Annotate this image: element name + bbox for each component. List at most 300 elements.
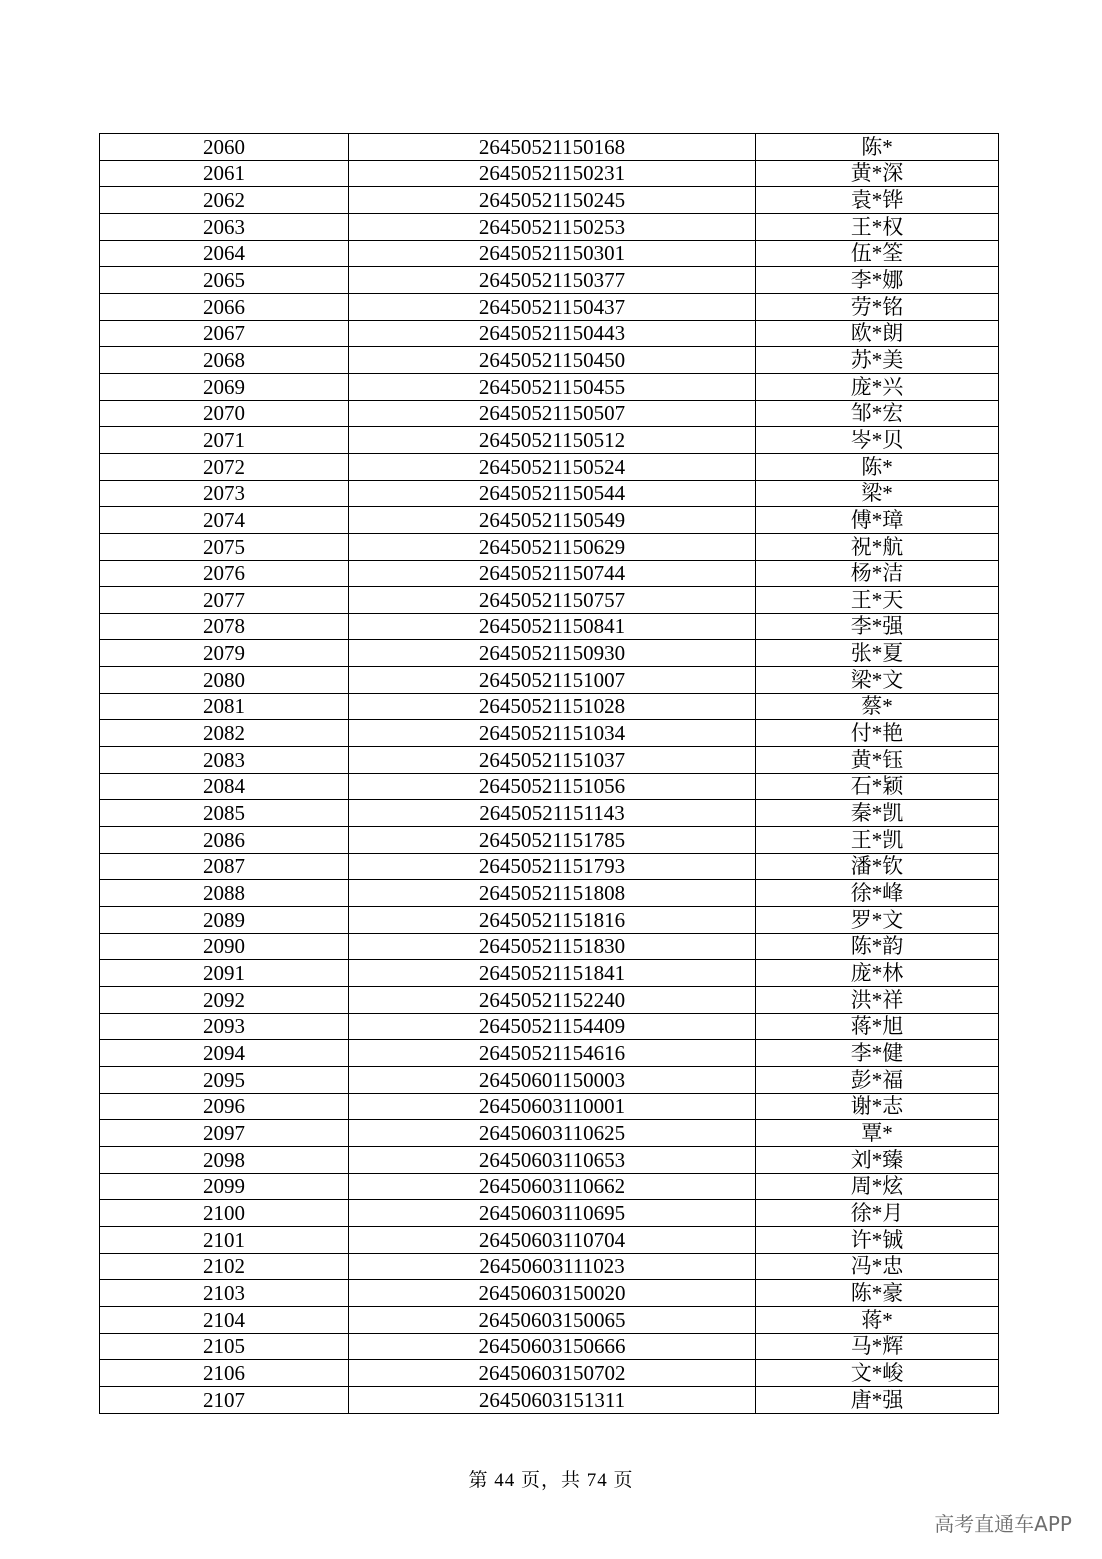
table-row [100,1120,999,1147]
row-number-cell [100,853,349,880]
name-cell [756,1040,999,1067]
exam-id-text: 26450521150744 [478,561,626,586]
table-row [100,453,999,480]
exam-id-text: 26450603111023 [479,1254,625,1279]
row-number-cell [100,1146,349,1173]
row-number-text: 2099 [203,1174,245,1199]
exam-id-text: 26450521150450 [478,347,626,372]
row-number-cell [100,720,349,747]
name-cell [756,773,999,800]
row-number-cell [100,320,349,347]
row-number-text: 2091 [203,961,245,985]
name-text: 王*天 [850,587,904,612]
row-number-text: 2095 [203,1067,245,1092]
row-number-text: 2072 [203,454,245,479]
exam-id-text: 26450603150702 [478,1360,626,1385]
table-row [100,960,999,987]
table-row [100,533,999,560]
table-row [100,507,999,534]
name-text: 付*艳 [850,721,904,746]
name-text: 许*铖 [850,1227,904,1252]
exam-id-cell [349,853,756,880]
exam-id-cell [349,373,756,400]
exam-id-cell [349,587,756,614]
exam-id-text: 26450603150666 [478,1334,626,1359]
exam-id-text: 26450603110695 [478,1200,626,1225]
exam-id-cell [349,1360,756,1387]
exam-id-text: 26450521150524 [478,454,626,479]
table-row [100,667,999,694]
name-cell [756,1280,999,1307]
name-text: 陈*豪 [850,1280,904,1305]
name-cell [756,267,999,294]
table-row [100,1173,999,1200]
name-cell [756,1200,999,1227]
row-number-text: 2105 [203,1334,245,1359]
row-number-cell [100,1226,349,1253]
row-number-cell [100,1093,349,1120]
row-number-cell [100,960,349,987]
row-number-cell [100,507,349,534]
table-row [100,240,999,267]
row-number-text: 2090 [203,934,245,959]
name-cell [756,293,999,320]
exam-id-text: 26450603110001 [478,1094,626,1119]
row-number-cell [100,427,349,454]
table-row [100,560,999,587]
name-text: 冯*忠 [850,1254,904,1279]
exam-id-cell [349,693,756,720]
row-number-text: 2070 [203,401,245,426]
name-cell [756,880,999,907]
name-text: 梁* [861,481,893,506]
table-row [100,320,999,347]
row-number-text: 2086 [203,827,245,852]
name-text: 陈*韵 [850,934,904,959]
exam-id-cell [349,827,756,854]
name-cell [756,533,999,560]
table-row [100,427,999,454]
name-cell [756,160,999,187]
name-cell [756,693,999,720]
exam-id-cell [349,134,756,161]
exam-id-text: 26450603150065 [478,1307,626,1332]
exam-id-text: 26450521151007 [478,667,626,692]
row-number-cell [100,1040,349,1067]
row-number-cell [100,987,349,1014]
row-number-cell [100,293,349,320]
exam-id-cell [349,1173,756,1200]
exam-id-cell [349,480,756,507]
row-number-cell [100,533,349,560]
exam-id-text: 26450521151841 [478,961,626,985]
table-row [100,267,999,294]
exam-id-cell [349,1120,756,1147]
row-number-cell [100,240,349,267]
exam-id-cell [349,720,756,747]
table-row [100,987,999,1014]
exam-id-cell [349,613,756,640]
row-number-text: 2067 [203,321,245,346]
name-text: 祝*航 [850,534,904,559]
name-text: 彭*福 [850,1067,904,1092]
table-row [100,1333,999,1360]
name-text: 袁*铧 [850,187,904,212]
exam-id-text: 26450521152240 [478,987,626,1012]
row-number-cell [100,1013,349,1040]
row-number-text: 2077 [203,587,245,612]
row-number-text: 2071 [203,427,245,452]
name-text: 张*夏 [850,641,904,666]
table-row [100,827,999,854]
name-text: 伍*筌 [850,241,904,266]
name-cell [756,933,999,960]
row-number-cell [100,1306,349,1333]
name-cell [756,240,999,267]
exam-id-cell [349,507,756,534]
name-text: 文*峻 [850,1360,904,1385]
row-number-cell [100,933,349,960]
row-number-cell [100,693,349,720]
row-number-cell [100,1360,349,1387]
name-cell [756,1173,999,1200]
name-text: 潘*钦 [850,854,904,879]
row-number-text: 2088 [203,881,245,906]
exam-id-cell [349,240,756,267]
table-row [100,134,999,161]
name-cell [756,853,999,880]
row-number-cell [100,453,349,480]
table-row [100,1226,999,1253]
exam-id-cell [349,320,756,347]
table-row [100,1386,999,1413]
exam-id-cell [349,267,756,294]
row-number-cell [100,347,349,374]
name-cell [756,453,999,480]
row-number-text: 2087 [203,854,245,879]
row-number-cell [100,1200,349,1227]
table-row [100,347,999,374]
name-text: 黄*钰 [850,747,904,772]
row-number-text: 2069 [203,374,245,399]
table-row [100,1066,999,1093]
table-row [100,1253,999,1280]
name-text: 邹*宏 [850,401,904,426]
row-number-text: 2085 [203,801,245,826]
exam-id-cell [349,960,756,987]
table-row [100,1280,999,1307]
exam-id-cell [349,1333,756,1360]
row-number-cell [100,1333,349,1360]
table-row [100,613,999,640]
name-cell [756,640,999,667]
row-number-cell [100,773,349,800]
name-cell [756,720,999,747]
exam-id-cell [349,533,756,560]
table-row [100,1360,999,1387]
table-row [100,160,999,187]
row-number-cell [100,1280,349,1307]
exam-id-cell [349,560,756,587]
exam-id-text: 26450521151037 [478,747,626,772]
name-text: 洪*祥 [850,987,904,1012]
exam-id-text: 26450521151808 [478,881,626,906]
name-cell [756,587,999,614]
exam-id-text: 26450521154409 [478,1014,626,1039]
exam-id-text: 26450601150003 [478,1067,626,1092]
row-number-text: 2075 [203,534,245,559]
row-number-cell [100,560,349,587]
exam-id-text: 26450521150629 [478,534,626,559]
exam-id-cell [349,933,756,960]
name-cell [756,1333,999,1360]
row-number-cell [100,800,349,827]
roster-table-body [100,134,999,1414]
exam-id-text: 26450521150549 [478,507,626,532]
table-row [100,373,999,400]
row-number-text: 2107 [203,1387,245,1412]
name-cell [756,1013,999,1040]
name-text: 刘*臻 [850,1147,904,1172]
row-number-text: 2101 [203,1227,245,1252]
row-number-text: 2062 [203,187,245,212]
exam-id-text: 26450521150455 [478,374,626,399]
row-number-cell [100,1173,349,1200]
row-number-text: 2092 [203,987,245,1012]
row-number-text: 2098 [203,1147,245,1172]
name-text: 徐*月 [850,1200,904,1225]
row-number-cell [100,667,349,694]
exam-id-cell [349,880,756,907]
row-number-cell [100,613,349,640]
name-text: 欧*朗 [850,321,904,346]
name-cell [756,907,999,934]
name-text: 石*颖 [850,774,904,799]
name-cell [756,320,999,347]
exam-id-text: 26450521150253 [478,214,626,239]
exam-id-text: 26450521151143 [479,801,625,826]
exam-id-text: 26450521151056 [478,774,626,799]
exam-id-text: 26450521150245 [478,187,626,212]
row-number-cell [100,480,349,507]
name-cell [756,373,999,400]
name-text: 李*健 [850,1040,904,1065]
exam-id-text: 26450521150757 [478,587,626,612]
name-text: 岑*贝 [850,427,904,452]
exam-id-text: 26450521150930 [478,641,626,666]
exam-id-cell [349,1200,756,1227]
exam-id-text: 26450521150507 [478,401,626,426]
exam-id-cell [349,213,756,240]
row-number-cell [100,400,349,427]
exam-id-text: 26450603150020 [478,1280,626,1305]
row-number-text: 2093 [203,1014,245,1039]
row-number-text: 2083 [203,747,245,772]
exam-id-text: 26450521151034 [478,721,626,746]
name-cell [756,800,999,827]
exam-id-cell [349,1146,756,1173]
exam-id-cell [349,1066,756,1093]
name-text: 庞*林 [850,961,904,985]
row-number-text: 2106 [203,1360,245,1385]
row-number-cell [100,160,349,187]
exam-id-cell [349,1253,756,1280]
row-number-text: 2068 [203,347,245,372]
name-text: 李*强 [850,614,904,639]
exam-id-text: 26450603110704 [478,1227,626,1252]
name-cell [756,960,999,987]
table-row [100,720,999,747]
exam-id-text: 26450521150437 [478,294,626,319]
table-row [100,747,999,774]
row-number-cell [100,640,349,667]
table-row [100,693,999,720]
row-number-cell [100,267,349,294]
exam-id-text: 26450521151785 [478,827,626,852]
row-number-text: 2073 [203,481,245,506]
name-text: 王*凯 [850,827,904,852]
name-cell [756,1093,999,1120]
table-row [100,1093,999,1120]
exam-id-text: 26450521151816 [478,907,626,932]
exam-id-cell [349,640,756,667]
name-cell [756,213,999,240]
row-number-text: 2060 [203,134,245,159]
name-cell [756,1306,999,1333]
row-number-cell [100,134,349,161]
name-text: 李*娜 [850,267,904,292]
row-number-cell [100,373,349,400]
exam-id-cell [349,1280,756,1307]
name-cell [756,1146,999,1173]
row-number-cell [100,827,349,854]
name-text: 陈* [861,454,893,479]
name-cell [756,427,999,454]
exam-id-text: 26450521151793 [478,854,626,879]
table-row [100,1146,999,1173]
name-cell [756,507,999,534]
name-text: 黄*深 [850,161,904,186]
exam-id-cell [349,1386,756,1413]
exam-id-text: 26450603151311 [478,1387,626,1412]
name-text: 杨*洁 [850,561,904,586]
row-number-text: 2061 [203,161,245,186]
name-cell [756,613,999,640]
row-number-cell [100,587,349,614]
row-number-cell [100,213,349,240]
row-number-text: 2074 [203,507,245,532]
name-cell [756,400,999,427]
table-row [100,293,999,320]
name-cell [756,747,999,774]
exam-id-text: 26450521150841 [478,614,626,639]
table-row [100,587,999,614]
row-number-text: 2103 [203,1280,245,1305]
row-number-cell [100,1066,349,1093]
exam-id-cell [349,187,756,214]
name-text: 劳*铭 [850,294,904,319]
row-number-text: 2094 [203,1040,245,1065]
exam-id-text: 26450521150168 [478,134,626,159]
row-number-text: 2063 [203,214,245,239]
row-number-text: 2096 [203,1094,245,1119]
table-row [100,187,999,214]
name-cell [756,827,999,854]
row-number-cell [100,1386,349,1413]
table-row [100,480,999,507]
name-text: 秦*凯 [850,801,904,826]
table-row [100,907,999,934]
row-number-text: 2081 [203,694,245,719]
row-number-text: 2076 [203,561,245,586]
row-number-cell [100,1120,349,1147]
table-row [100,400,999,427]
exam-id-text: 26450521150377 [478,267,626,292]
exam-id-text: 26450603110662 [478,1174,626,1199]
row-number-text: 2082 [203,721,245,746]
row-number-cell [100,1253,349,1280]
exam-id-text: 26450521150544 [478,481,626,506]
exam-id-cell [349,160,756,187]
exam-id-text: 26450521151028 [478,694,626,719]
exam-id-text: 26450521151830 [478,934,626,959]
name-cell [756,134,999,161]
row-number-text: 2066 [203,294,245,319]
name-text: 徐*峰 [850,881,904,906]
exam-id-text: 26450521150512 [478,427,626,452]
roster-table [99,133,999,1414]
name-text: 覃* [861,1120,893,1145]
exam-id-cell [349,907,756,934]
exam-id-cell [349,293,756,320]
page-number-footer: 第 44 页，共 74 页 [468,1470,634,1491]
row-number-text: 2084 [203,774,245,799]
row-number-text: 2079 [203,641,245,666]
row-number-text: 2078 [203,614,245,639]
exam-id-cell [349,1040,756,1067]
exam-id-cell [349,800,756,827]
name-cell [756,1253,999,1280]
name-text: 梁*文 [850,667,904,692]
exam-id-cell [349,987,756,1014]
exam-id-text: 26450521150231 [478,161,626,186]
exam-id-cell [349,1013,756,1040]
name-text: 陈* [861,134,893,159]
name-text: 蔡* [861,694,893,719]
name-cell [756,560,999,587]
exam-id-cell [349,1306,756,1333]
row-number-text: 2065 [203,267,245,292]
name-cell [756,1386,999,1413]
name-text: 周*炫 [850,1174,904,1199]
name-cell [756,347,999,374]
row-number-cell [100,747,349,774]
name-text: 蒋*旭 [850,1014,904,1039]
name-cell [756,187,999,214]
app-watermark: 高考直通车APP [934,1512,1072,1536]
exam-id-cell [349,667,756,694]
table-row [100,933,999,960]
exam-id-cell [349,773,756,800]
table-row [100,213,999,240]
row-number-cell [100,880,349,907]
name-cell [756,1226,999,1253]
row-number-text: 2080 [203,667,245,692]
name-cell [756,667,999,694]
exam-id-cell [349,347,756,374]
name-cell [756,987,999,1014]
name-text: 罗*文 [850,907,904,932]
